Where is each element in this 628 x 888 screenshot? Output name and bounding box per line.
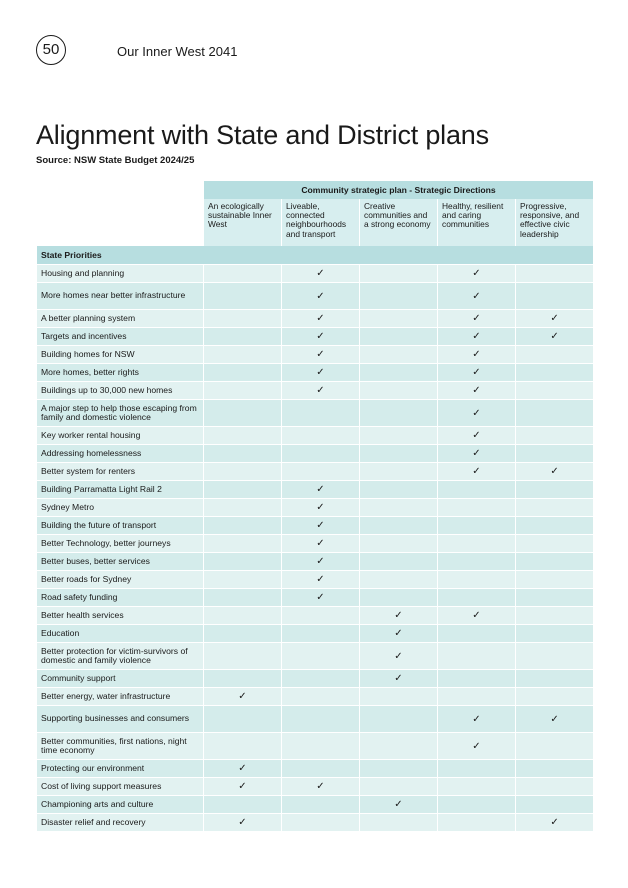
row-label: Disaster relief and recovery	[37, 813, 203, 831]
row-label: Buildings up to 30,000 new homes	[37, 381, 203, 399]
alignment-cell	[282, 588, 359, 606]
alignment-cell	[204, 669, 281, 687]
alignment-cell	[204, 264, 281, 282]
alignment-cell	[438, 813, 515, 831]
alignment-cell	[204, 426, 281, 444]
check-mark-icon: ✓	[472, 740, 481, 752]
alignment-cell	[282, 759, 359, 777]
check-mark-icon: ✓	[394, 673, 403, 684]
check-mark-icon: ✓	[472, 466, 481, 477]
alignment-cell	[360, 624, 437, 642]
check-mark-icon: ✓	[550, 313, 559, 324]
alignment-cell	[204, 813, 281, 831]
alignment-cell	[204, 480, 281, 498]
alignment-cell	[204, 777, 281, 795]
alignment-cell	[282, 363, 359, 381]
alignment-cell	[516, 399, 593, 426]
check-mark-icon: ✓	[316, 385, 325, 396]
alignment-cell	[438, 777, 515, 795]
alignment-cell	[360, 264, 437, 282]
alignment-cell	[516, 570, 593, 588]
alignment-cell	[204, 399, 281, 426]
alignment-cell	[282, 669, 359, 687]
alignment-cell	[360, 363, 437, 381]
check-mark-icon: ✓	[472, 331, 481, 342]
alignment-cell	[204, 498, 281, 516]
check-mark-icon: ✓	[316, 520, 325, 531]
alignment-cell	[516, 345, 593, 363]
alignment-cell	[516, 444, 593, 462]
alignment-cell	[204, 588, 281, 606]
alignment-cell	[438, 381, 515, 399]
row-label: Key worker rental housing	[37, 426, 203, 444]
alignment-cell	[360, 669, 437, 687]
table-row	[37, 381, 593, 399]
table-row	[37, 534, 593, 552]
check-mark-icon: ✓	[550, 466, 559, 477]
alignment-cell	[204, 345, 281, 363]
check-mark-icon: ✓	[316, 484, 325, 495]
row-label: Better communities, first nations, night time economy	[37, 732, 203, 759]
alignment-cell	[516, 462, 593, 480]
alignment-cell	[282, 795, 359, 813]
alignment-cell	[204, 570, 281, 588]
alignment-cell	[204, 732, 281, 759]
alignment-cell	[282, 606, 359, 624]
source-note: Source: NSW State Budget 2024/25	[36, 155, 195, 166]
alignment-cell	[516, 795, 593, 813]
alignment-cell	[516, 327, 593, 345]
check-mark-icon: ✓	[394, 610, 403, 621]
check-mark-icon: ✓	[394, 650, 403, 662]
alignment-cell	[282, 282, 359, 309]
alignment-cell	[282, 624, 359, 642]
check-mark-icon: ✓	[316, 592, 325, 603]
alignment-cell	[360, 759, 437, 777]
row-label: Sydney Metro	[37, 498, 203, 516]
check-mark-icon: ✓	[550, 817, 559, 828]
alignment-cell	[438, 642, 515, 669]
alignment-cell	[204, 381, 281, 399]
table-row	[37, 426, 593, 444]
row-label: Better Technology, better journeys	[37, 534, 203, 552]
alignment-cell	[282, 309, 359, 327]
check-mark-icon: ✓	[316, 574, 325, 585]
super-header-row	[37, 181, 593, 199]
alignment-cell	[438, 282, 515, 309]
alignment-cell	[516, 777, 593, 795]
alignment-cell	[360, 399, 437, 426]
alignment-cell	[438, 309, 515, 327]
check-mark-icon: ✓	[316, 367, 325, 378]
page-title: Alignment with State and District plans	[36, 120, 489, 150]
check-mark-icon: ✓	[316, 290, 325, 302]
alignment-cell	[360, 381, 437, 399]
check-mark-icon: ✓	[472, 385, 481, 396]
alignment-cell	[360, 552, 437, 570]
row-label: Championing arts and culture	[37, 795, 203, 813]
alignment-cell	[438, 480, 515, 498]
check-mark-icon: ✓	[238, 763, 247, 774]
table-row	[37, 399, 593, 426]
alignment-cell	[204, 462, 281, 480]
alignment-cell	[282, 534, 359, 552]
alignment-cell	[516, 381, 593, 399]
alignment-cell	[360, 444, 437, 462]
check-mark-icon: ✓	[472, 290, 481, 302]
alignment-cell	[438, 552, 515, 570]
alignment-cell	[360, 606, 437, 624]
alignment-cell	[360, 462, 437, 480]
table-row	[37, 624, 593, 642]
check-mark-icon: ✓	[550, 331, 559, 342]
direction-header-2: Liveable, connected neighbourhoods and transport	[282, 199, 359, 246]
check-mark-icon: ✓	[394, 628, 403, 639]
alignment-cell	[282, 462, 359, 480]
check-mark-icon: ✓	[472, 448, 481, 459]
table-row	[37, 264, 593, 282]
row-label: Better system for renters	[37, 462, 203, 480]
table-row	[37, 777, 593, 795]
table-row	[37, 570, 593, 588]
alignment-cell	[438, 363, 515, 381]
alignment-cell	[516, 309, 593, 327]
row-label: Addressing homelessness	[37, 444, 203, 462]
alignment-cell	[360, 795, 437, 813]
alignment-cell	[438, 462, 515, 480]
alignment-cell	[516, 687, 593, 705]
alignment-cell	[438, 669, 515, 687]
alignment-cell	[282, 498, 359, 516]
row-label: Building homes for NSW	[37, 345, 203, 363]
alignment-cell	[438, 399, 515, 426]
alignment-cell	[516, 759, 593, 777]
table-row	[37, 345, 593, 363]
row-label: Community support	[37, 669, 203, 687]
direction-header-3: Creative communities and a strong economy	[360, 199, 437, 246]
row-label: Protecting our environment	[37, 759, 203, 777]
table-row	[37, 669, 593, 687]
alignment-cell	[204, 444, 281, 462]
check-mark-icon: ✓	[238, 691, 247, 702]
alignment-cell	[516, 480, 593, 498]
alignment-cell	[516, 624, 593, 642]
check-mark-icon: ✓	[316, 781, 325, 792]
alignment-cell	[282, 570, 359, 588]
row-label: Housing and planning	[37, 264, 203, 282]
check-mark-icon: ✓	[472, 349, 481, 360]
check-mark-icon: ✓	[472, 313, 481, 324]
alignment-cell	[516, 552, 593, 570]
section-label: State Priorities	[37, 246, 593, 264]
alignment-cell	[438, 759, 515, 777]
check-mark-icon: ✓	[316, 502, 325, 513]
check-mark-icon: ✓	[472, 713, 481, 725]
alignment-cell	[360, 426, 437, 444]
direction-header-4: Healthy, resilient and caring communities	[438, 199, 515, 246]
alignment-cell	[516, 498, 593, 516]
table-row	[37, 606, 593, 624]
alignment-cell	[516, 606, 593, 624]
row-label: More homes, better rights	[37, 363, 203, 381]
row-label: Better health services	[37, 606, 203, 624]
alignment-cell	[360, 732, 437, 759]
page-number-badge: 50	[36, 35, 66, 65]
alignment-cell	[282, 732, 359, 759]
table-row	[37, 705, 593, 732]
section-header-row	[37, 246, 593, 264]
alignment-cell	[516, 705, 593, 732]
table-row	[37, 588, 593, 606]
alignment-cell	[282, 345, 359, 363]
check-mark-icon: ✓	[472, 610, 481, 621]
alignment-cell	[204, 642, 281, 669]
check-mark-icon: ✓	[550, 713, 559, 725]
alignment-cell	[282, 777, 359, 795]
check-mark-icon: ✓	[316, 349, 325, 360]
check-mark-icon: ✓	[316, 556, 325, 567]
alignment-cell	[438, 687, 515, 705]
alignment-cell	[360, 813, 437, 831]
alignment-cell	[204, 606, 281, 624]
direction-header-row	[37, 199, 593, 246]
check-mark-icon: ✓	[472, 407, 481, 419]
alignment-cell	[516, 534, 593, 552]
check-mark-icon: ✓	[472, 430, 481, 441]
alignment-cell	[516, 642, 593, 669]
row-label: Building Parramatta Light Rail 2	[37, 480, 203, 498]
alignment-cell	[438, 264, 515, 282]
check-mark-icon: ✓	[394, 799, 403, 810]
alignment-cell	[204, 795, 281, 813]
alignment-cell	[438, 624, 515, 642]
alignment-cell	[282, 381, 359, 399]
alignment-cell	[282, 516, 359, 534]
alignment-cell	[438, 534, 515, 552]
alignment-cell	[438, 426, 515, 444]
row-label: Building the future of transport	[37, 516, 203, 534]
alignment-cell	[204, 363, 281, 381]
row-label: A major step to help those escaping from family and domestic violence	[37, 399, 203, 426]
table-row	[37, 498, 593, 516]
row-label: A better planning system	[37, 309, 203, 327]
check-mark-icon: ✓	[316, 538, 325, 549]
row-label: Education	[37, 624, 203, 642]
alignment-cell	[282, 480, 359, 498]
alignment-cell	[516, 516, 593, 534]
alignment-cell	[282, 444, 359, 462]
alignment-cell	[438, 795, 515, 813]
document-title: Our Inner West 2041	[117, 44, 238, 59]
alignment-cell	[282, 264, 359, 282]
table-row	[37, 462, 593, 480]
table-row	[37, 795, 593, 813]
check-mark-icon: ✓	[316, 313, 325, 324]
alignment-cell	[282, 552, 359, 570]
row-label: Better roads for Sydney	[37, 570, 203, 588]
alignment-cell	[204, 534, 281, 552]
check-mark-icon: ✓	[316, 331, 325, 342]
alignment-cell	[438, 570, 515, 588]
table-row	[37, 363, 593, 381]
table-row	[37, 732, 593, 759]
blank-corner-cell	[37, 181, 203, 199]
alignment-cell	[438, 327, 515, 345]
alignment-cell	[360, 534, 437, 552]
alignment-cell	[282, 813, 359, 831]
alignment-cell	[516, 813, 593, 831]
table-row	[37, 309, 593, 327]
row-label: More homes near better infrastructure	[37, 282, 203, 309]
check-mark-icon: ✓	[316, 268, 325, 279]
alignment-cell	[204, 309, 281, 327]
alignment-cell	[360, 687, 437, 705]
alignment-cell	[438, 516, 515, 534]
alignment-cell	[282, 327, 359, 345]
check-mark-icon: ✓	[238, 781, 247, 792]
alignment-cell	[516, 669, 593, 687]
alignment-cell	[438, 345, 515, 363]
alignment-cell	[438, 588, 515, 606]
alignment-cell	[516, 282, 593, 309]
check-mark-icon: ✓	[238, 817, 247, 828]
alignment-cell	[360, 570, 437, 588]
alignment-cell	[360, 588, 437, 606]
alignment-cell	[438, 732, 515, 759]
alignment-cell	[204, 282, 281, 309]
alignment-cell	[204, 759, 281, 777]
table-row	[37, 480, 593, 498]
alignment-cell	[438, 444, 515, 462]
table-row	[37, 687, 593, 705]
alignment-cell	[204, 687, 281, 705]
blank-corner-cell	[37, 199, 203, 246]
alignment-cell	[438, 705, 515, 732]
alignment-cell	[282, 705, 359, 732]
alignment-cell	[438, 498, 515, 516]
row-label: Supporting businesses and consumers	[37, 705, 203, 732]
table-row	[37, 552, 593, 570]
check-mark-icon: ✓	[472, 367, 481, 378]
table-row	[37, 516, 593, 534]
alignment-cell	[282, 642, 359, 669]
alignment-table	[36, 181, 594, 831]
alignment-cell	[360, 498, 437, 516]
table-row	[37, 444, 593, 462]
alignment-cell	[204, 327, 281, 345]
alignment-cell	[204, 516, 281, 534]
alignment-cell	[282, 399, 359, 426]
row-label: Cost of living support measures	[37, 777, 203, 795]
table-row	[37, 759, 593, 777]
check-mark-icon: ✓	[472, 268, 481, 279]
alignment-cell	[360, 777, 437, 795]
alignment-cell	[360, 282, 437, 309]
alignment-cell	[360, 480, 437, 498]
row-label: Road safety funding	[37, 588, 203, 606]
alignment-cell	[204, 705, 281, 732]
row-label: Better buses, better services	[37, 552, 203, 570]
alignment-cell	[360, 705, 437, 732]
alignment-cell	[282, 426, 359, 444]
direction-header-5: Progressive, responsive, and effective civic leadership	[516, 199, 593, 246]
row-label: Better protection for victim-survivors of domestic and family violence	[37, 642, 203, 669]
alignment-cell	[516, 264, 593, 282]
table-row	[37, 813, 593, 831]
table-row	[37, 327, 593, 345]
alignment-cell	[360, 327, 437, 345]
alignment-cell	[204, 552, 281, 570]
alignment-cell	[360, 516, 437, 534]
table-body	[37, 246, 593, 831]
row-label: Targets and incentives	[37, 327, 203, 345]
alignment-cell	[360, 642, 437, 669]
alignment-cell	[438, 606, 515, 624]
alignment-cell	[204, 624, 281, 642]
table-row	[37, 642, 593, 669]
alignment-cell	[516, 588, 593, 606]
alignment-cell	[360, 345, 437, 363]
alignment-cell	[516, 426, 593, 444]
alignment-cell	[360, 309, 437, 327]
alignment-cell	[516, 363, 593, 381]
row-label: Better energy, water infrastructure	[37, 687, 203, 705]
direction-header-1: An ecologically sustainable Inner West	[204, 199, 281, 246]
table-row	[37, 282, 593, 309]
strategic-directions-header: Community strategic plan - Strategic Directions	[204, 181, 593, 199]
alignment-cell	[516, 732, 593, 759]
alignment-cell	[282, 687, 359, 705]
